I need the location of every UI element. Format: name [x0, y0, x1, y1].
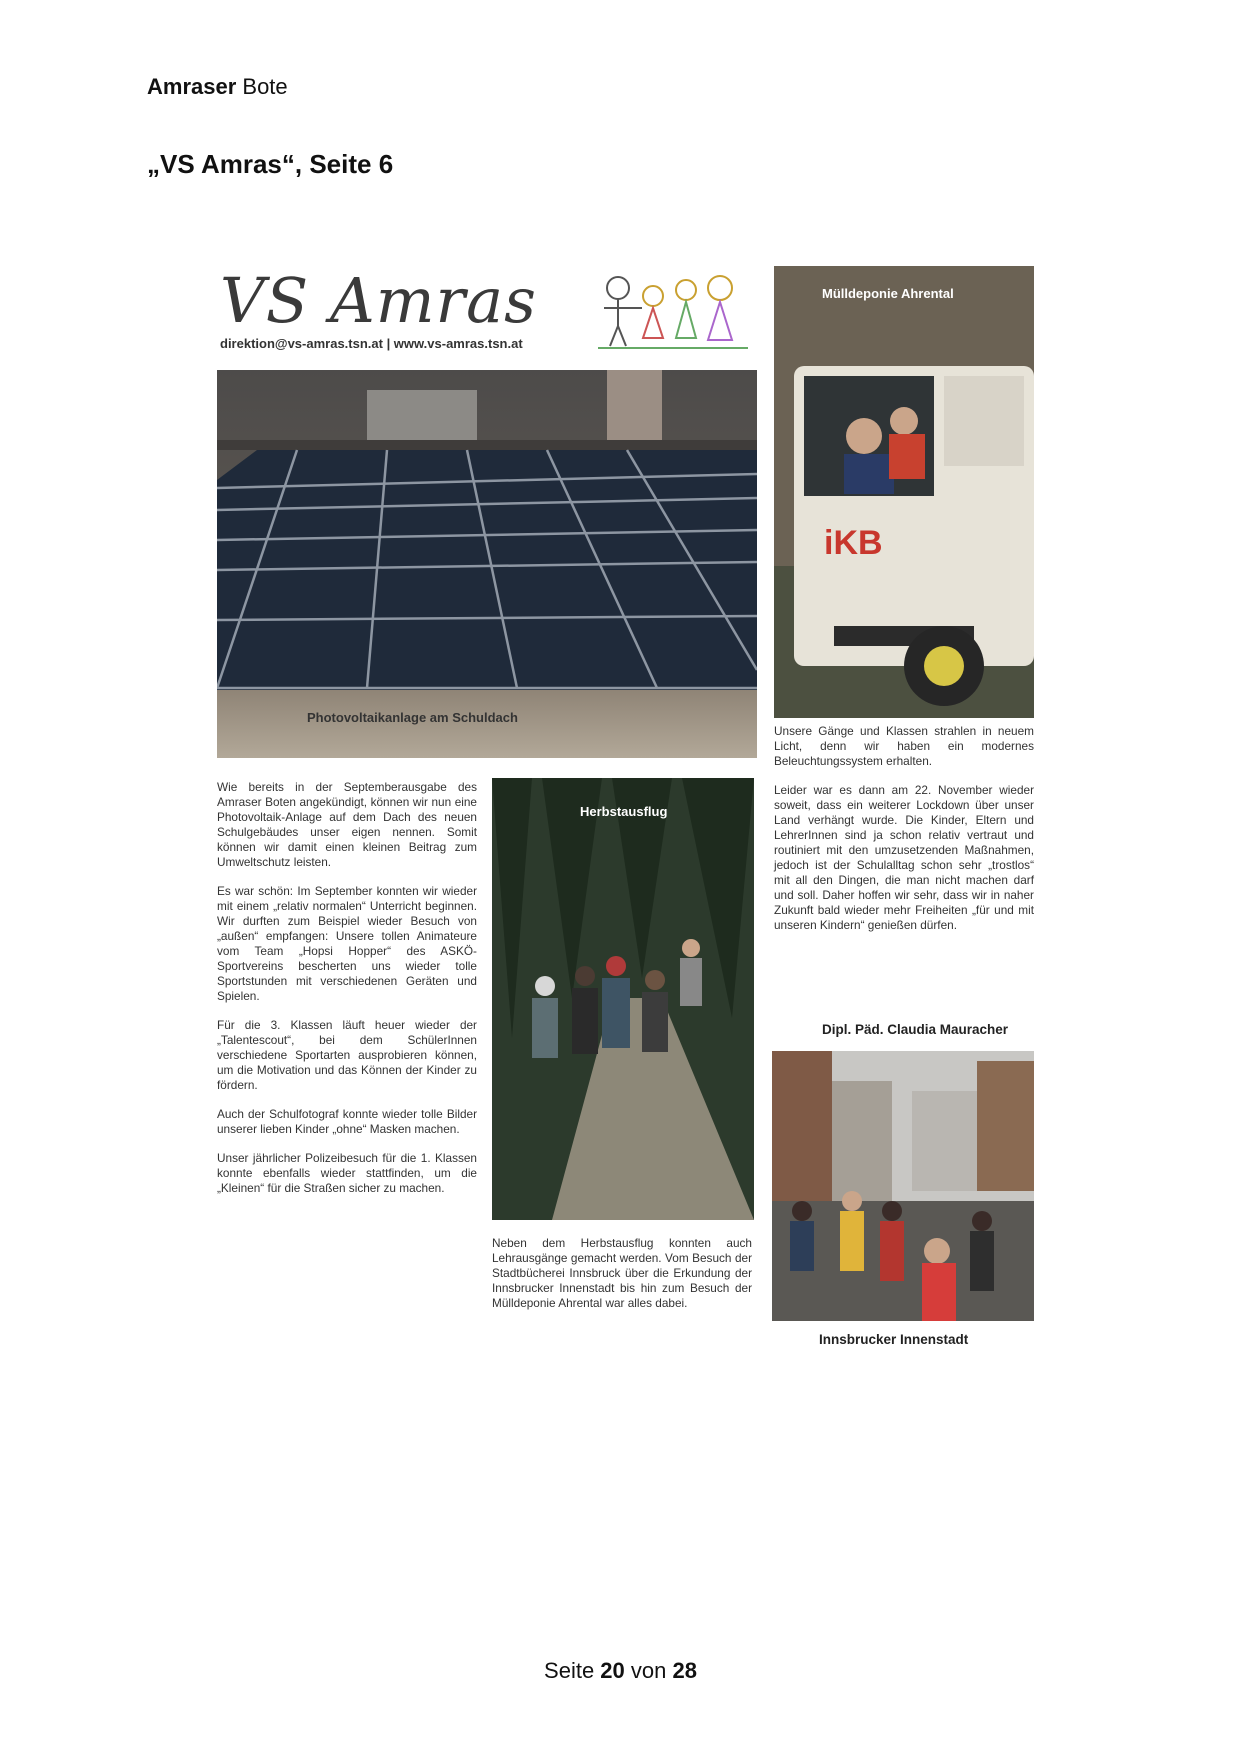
article-column-2: Neben dem Herbstausflug konnten auch Lehrausgänge gemacht werden. Vom Besuch der Stadtbücherei Innsbruck über die Erkundung der Innsbrucker Innenstadt bis hin zum Besuch der Mülldeponie Ahrental war alles dabei.	[492, 1236, 752, 1310]
city-photo	[772, 1051, 1034, 1321]
hike-caption: Herbstausflug	[580, 804, 668, 819]
page-title: „VS Amras“, Seite 6	[147, 149, 394, 179]
masthead: Amraser Bote	[147, 74, 288, 99]
newspaper-clipping	[212, 258, 1042, 1358]
school-logo: VS Amras	[220, 264, 537, 337]
article-column-1: Wie bereits in der Septemberausgabe des Amraser Boten angekündigt, können wir nun eine Photovoltaik-Anlage auf dem Dach des neuen Schulgebäudes unser eigen nennen. Somit können wir damit einen kleinen Beitrag zum Umweltschutz leisten. Es war schön: Im September konnten wir wieder mit einem „relativ normalen“ Unterricht beginnen. Wir durften zum Beispiel wieder Besuch von „außen“ empfangen: Unsere tollen Animateure vom Team „Hopsi Hopper“ des ASKÖ-Sportvereins bescherten uns wieder tolle Sportstunden mit verschiedenen Geräten und Spielen. Für die 3. Klassen läuft heuer wieder der „Talentescout“, bei dem SchülerInnen verschiedene Sportarten ausprobieren können, um die Motivation und das Können der Kinder zu fördern. Auch der Schulfotograf konnte wieder tolle Bilder unserer lieben Kinder „ohne“ Masken machen. Unser jährlicher Polizeibesuch für die 1. Klassen konnte ebenfalls wieder stattfinden, um die „Kleinen“ für die Straßen sicher zu machen.	[217, 780, 477, 1195]
author-name: Dipl. Päd. Claudia Mauracher	[822, 1022, 1009, 1037]
ikb-logo: iKB	[824, 524, 883, 562]
solar-caption: Photovoltaikanlage am Schuldach	[307, 710, 518, 725]
contact-line: direktion@vs-amras.tsn.at | www.vs-amras.tsn.at	[220, 336, 523, 351]
children-drawing-icon	[598, 266, 748, 352]
solar-panel-photo	[217, 370, 757, 758]
article-column-3: Unsere Gänge und Klassen strahlen in neuem Licht, denn wir haben ein modernes Beleuchtungssystem erhalten. Leider war es dann am 22. November wieder soweit, dass ein weiterer Lockdown über unser Land verhängt wurde. Die Kinder, Eltern und LehrerInnen sind ja schon relativ vertraut und routiniert mit den umzusetzenden Maßnahmen, jedoch ist der Schulalltag schon sehr „trostlos“ mit all den Dingen, die man nicht machen darf und soll. Daher hoffen wir sehr, dass wir in naher Zukunft bald wieder mehr Freiheiten „für und mit unseren Kindern“ genießen dürfen.	[774, 724, 1034, 932]
page-number: Seite 20 von 28	[544, 1658, 697, 1683]
truck-caption: Mülldeponie Ahrental	[822, 286, 954, 301]
city-caption: Innsbrucker Innenstadt	[819, 1332, 969, 1347]
truck-photo	[774, 266, 1034, 718]
hiking-photo	[492, 778, 754, 1220]
